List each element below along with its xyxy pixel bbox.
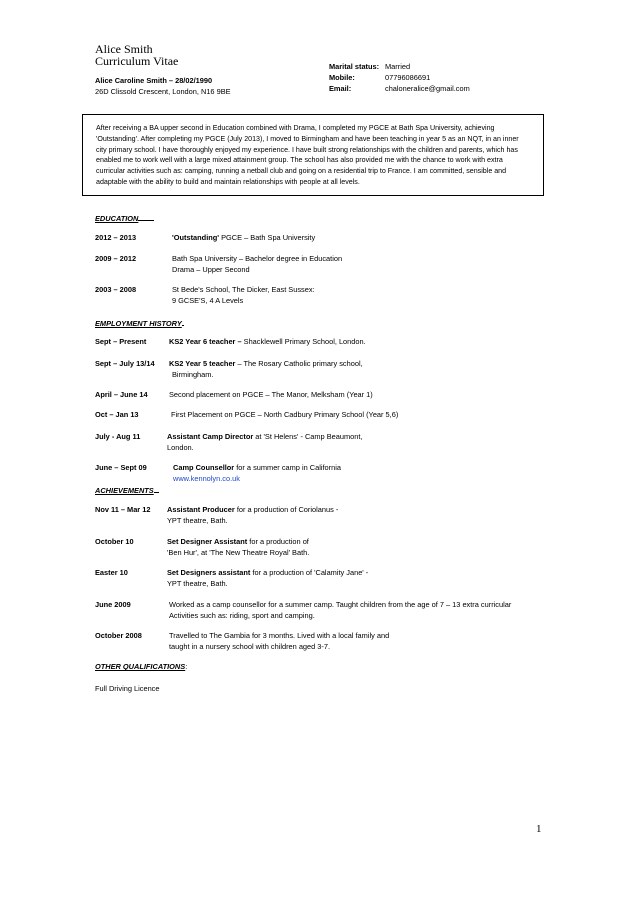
marital-label: Marital status: — [329, 62, 380, 71]
contact-email — [329, 84, 470, 94]
contact-marital — [329, 62, 410, 72]
row-desc: Shacklewell Primary School, London. — [241, 337, 366, 346]
full-name-dob: Alice Caroline Smith – 28/02/1990 — [95, 76, 213, 85]
row-desc-line2: Activities such as: riding, sport and camping. — [169, 610, 315, 620]
row-date: 2003 – 2008 — [95, 285, 137, 294]
row-highlight: 'Outstanding' — [172, 233, 220, 242]
profile-text: After receiving a BA upper second in Education combined with Drama, I completed my PGCE at Bath Spa University, achieving 'Outstanding'. After completing my PGCE (July 2013), I moved to Birmingham and have been teaching in year 5 as an NQT, in an inner city primary school. I have thoroughly enjoyed my experience. I have built strong relationships with the children and parents, which has enabled me to work well with a large mixed attainment group. The school has also provided me with the chance to work with extra curricular activities such as: camping, running a netball club and going on a residential trip to France. I am committed, sensible and adaptable with the ability to build and maintain relationships with people at all levels. — [96, 124, 519, 186]
row-desc: for a production of 'Calamity Jane' - — [250, 568, 369, 577]
website-link[interactable]: www.kennolyn.co.uk — [173, 473, 240, 483]
education-heading-text: EDUCATION — [95, 214, 139, 223]
row-desc: Second placement on PGCE – The Manor, Melksham (Year 1) — [169, 390, 373, 399]
row-date: Sept – Present — [95, 337, 147, 346]
email-value[interactable]: chaloneralice@gmail.com — [385, 84, 470, 93]
row-date: 2012 – 2013 — [95, 233, 137, 242]
row-desc-line2: London. — [167, 442, 194, 452]
section-heading-achievements — [95, 484, 159, 495]
row-date: June – Sept 09 — [95, 463, 147, 472]
row-desc-line2: Drama – Upper Second — [172, 264, 250, 274]
row-date: 2009 – 2012 — [95, 254, 137, 263]
header-subtitle: Curriculum Vitae — [95, 54, 179, 68]
row-desc-line2: Birmingham. — [172, 369, 214, 379]
row-highlight: Set Designers assistant — [167, 568, 251, 577]
row-desc-line2: 'Ben Hur', at 'The New Theatre Royal' Bath. — [167, 547, 310, 557]
employment-heading-text: EMPLOYMENT HISTORY — [95, 319, 182, 328]
row-date: Easter 10 — [95, 568, 128, 577]
header-name: Alice Smith — [95, 42, 153, 56]
row-date: Sept – July 13/14 — [95, 359, 155, 368]
row-desc-line2: 9 GCSE'S, 4 A Levels — [172, 295, 244, 305]
row-date: Nov 11 – Mar 12 — [95, 505, 151, 514]
row-highlight: Assistant Camp Director — [167, 432, 254, 441]
other-qualification-item: Full Driving Licence — [95, 684, 160, 693]
row-desc: Bath Spa University – Bachelor degree in Education — [172, 254, 343, 263]
row-date: July - Aug 11 — [95, 432, 141, 441]
row-desc-line2: YPT theatre, Bath. — [167, 578, 228, 588]
row-desc: First Placement on PGCE – North Cadbury Primary School (Year 5,6) — [171, 410, 399, 419]
mobile-label: Mobile: — [329, 73, 355, 82]
marital-value: Married — [385, 62, 411, 71]
section-heading-employment — [95, 317, 184, 328]
mobile-value: 07796086691 — [385, 73, 431, 82]
row-highlight: Camp Counsellor — [173, 463, 235, 472]
row-highlight: Assistant Producer — [167, 505, 235, 514]
email-label: Email: — [329, 84, 352, 93]
row-desc: for a summer camp in California — [234, 463, 341, 472]
row-date: June 2009 — [95, 600, 131, 609]
row-desc: Travelled to The Gambia for 3 months. Lived with a local family and — [169, 631, 390, 640]
row-desc-line2: YPT theatre, Bath. — [167, 515, 228, 525]
row-desc: at 'St Helens' - Camp Beaumont, — [253, 432, 363, 441]
row-desc: Worked as a camp counsellor for a summer camp. Taught children from the age of 7 – 13 extra curricular — [169, 600, 512, 609]
section-heading-other — [95, 662, 187, 671]
other-heading-colon: : — [185, 662, 188, 671]
other-heading-text: OTHER QUALIFICATIONS — [95, 662, 186, 671]
row-date: Oct – Jan 13 — [95, 410, 139, 419]
row-desc-line2: taught in a nursery school with children aged 3-7. — [169, 641, 331, 651]
row-desc: for a production of — [247, 537, 309, 546]
row-desc: for a production of Coriolanus - — [234, 505, 339, 514]
row-date: April – June 14 — [95, 390, 148, 399]
contact-mobile — [329, 73, 430, 83]
row-highlight: KS2 Year 5 teacher — [169, 359, 236, 368]
section-heading-education — [95, 212, 154, 223]
row-highlight: KS2 Year 6 teacher – — [169, 337, 242, 346]
achievements-heading-text: ACHIEVEMENTS — [95, 486, 154, 495]
row-highlight: Set Designer Assistant — [167, 537, 248, 546]
row-desc: – The Rosary Catholic primary school, — [235, 359, 363, 368]
address: 26D Clissold Crescent, London, N16 9BE — [95, 87, 231, 96]
row-desc: PGCE – Bath Spa University — [219, 233, 316, 242]
row-desc: St Bede's School, The Dicker, East Sussex: — [172, 285, 315, 294]
row-date: October 2008 — [95, 631, 142, 640]
row-date: October 10 — [95, 537, 134, 546]
page-number: 1 — [536, 823, 542, 835]
